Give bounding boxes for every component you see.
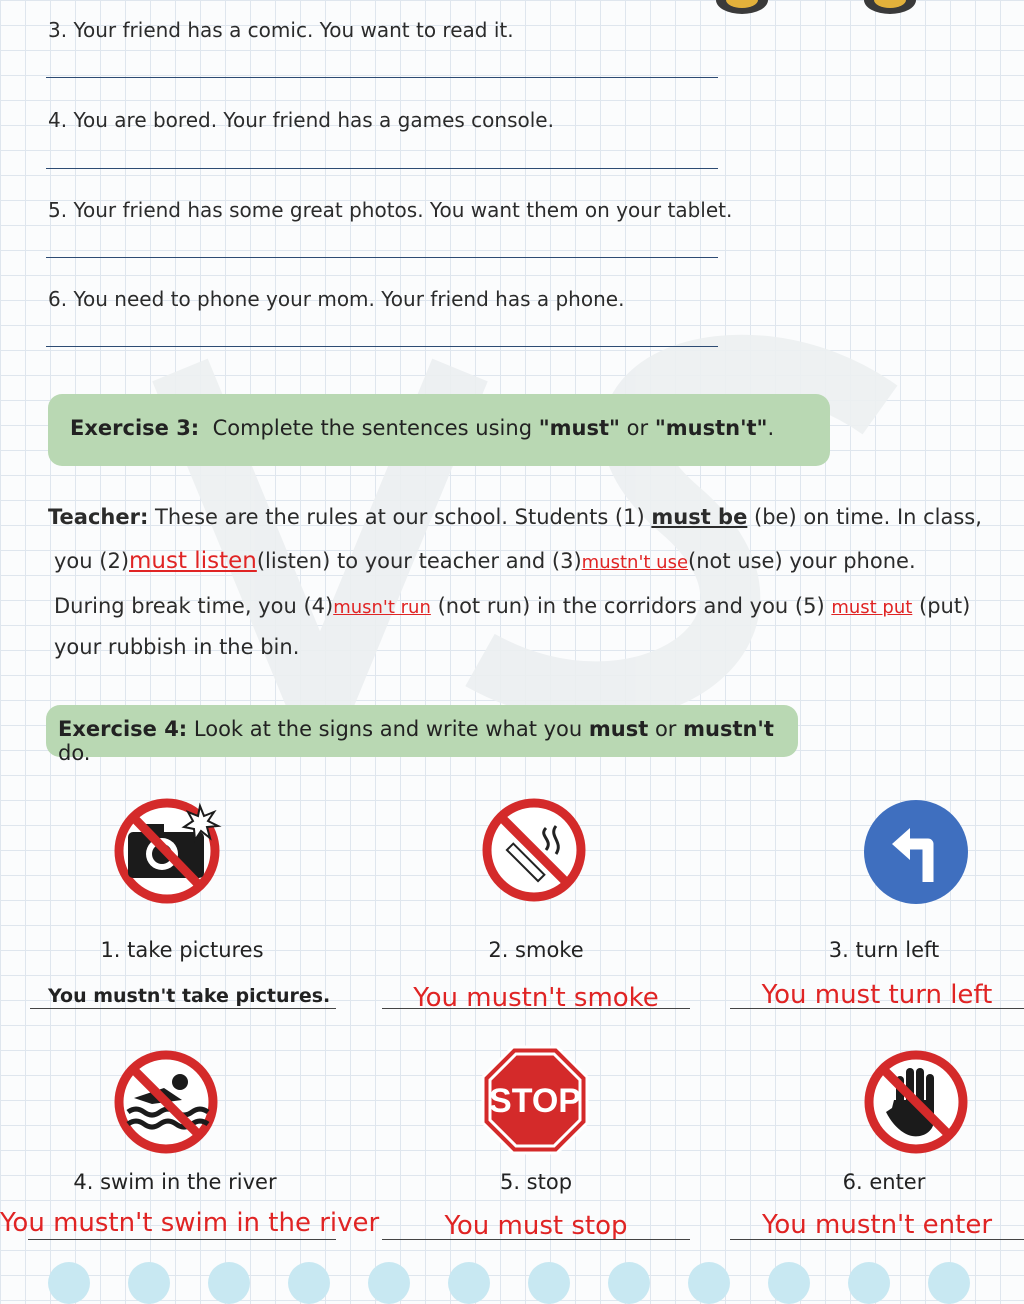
teacher-line-3: [54, 594, 970, 618]
sign-label-6: 6. enter: [842, 1170, 926, 1194]
connector-or: or: [619, 416, 655, 440]
teacher-line-2: [54, 548, 916, 574]
answer-line-5[interactable]: [46, 257, 718, 258]
answer-4[interactable]: musn't run: [333, 597, 431, 618]
partial-icon-left: [712, 0, 772, 16]
teacher-text: your rubbish in the bin.: [54, 635, 300, 659]
sign-label-2: 2. smoke: [488, 938, 584, 962]
question-6: 6. You need to phone your mom. Your friend has a phone.: [48, 287, 625, 311]
answer-3[interactable]: mustn't use: [581, 552, 689, 573]
sign-answer-3[interactable]: You must turn left: [761, 980, 993, 1010]
no-smoking-icon: [480, 796, 588, 904]
answer-1: must be: [651, 505, 748, 529]
connector-or: or: [648, 717, 684, 741]
sign-label-5: 5. stop: [499, 1170, 573, 1194]
keyword-mustnt: "mustn't": [654, 416, 768, 440]
teacher-text: During break time, you (4): [54, 594, 334, 618]
no-swimming-icon: [112, 1048, 220, 1156]
sign-answer-6[interactable]: You mustn't enter: [761, 1210, 993, 1240]
sign-label-1: 1. take pictures: [100, 938, 264, 962]
decorative-dot-border: [0, 1262, 1024, 1302]
answer-underline-5: [382, 1239, 690, 1240]
partial-icon-right: [860, 0, 920, 16]
stop-sign-icon: [480, 1044, 590, 1156]
sign-answer-2[interactable]: You mustn't smoke: [413, 983, 659, 1013]
sign-label-3: 3. turn left: [828, 938, 940, 962]
teacher-text: (not use) your phone.: [688, 549, 916, 573]
teacher-speaker: Teacher:: [48, 505, 149, 529]
teacher-line-4: [54, 635, 299, 659]
answer-5[interactable]: must put: [831, 597, 913, 618]
question-5: 5. Your friend has some great photos. You want them on your tablet.: [48, 198, 733, 222]
exercise-3-instruction: Complete the sentences using: [212, 416, 539, 440]
answer-line-3[interactable]: [46, 77, 718, 78]
sign-label-4: 4. swim in the river: [73, 1170, 277, 1194]
answer-underline-1: [30, 1008, 336, 1009]
no-camera-icon: [112, 796, 222, 906]
exercise-4-label: Exercise 4:: [58, 717, 188, 741]
answer-underline-2: [382, 1008, 690, 1009]
keyword-mustnt: mustn't: [683, 717, 774, 741]
teacher-text: you (2): [54, 549, 130, 573]
keyword-must: must: [588, 717, 649, 741]
teacher-text: (be) on time. In class,: [747, 505, 982, 529]
period: do.: [58, 741, 91, 765]
teacher-text: (listen) to your teacher and (3): [256, 549, 582, 573]
exercise-3-banner: [48, 394, 830, 466]
no-entry-hand-icon: [862, 1048, 970, 1156]
answer-line-6[interactable]: [46, 346, 718, 347]
question-3: 3. Your friend has a comic. You want to read it.: [48, 18, 514, 42]
answer-underline-6: [730, 1239, 1024, 1240]
answer-2[interactable]: must listen: [129, 548, 257, 574]
period: .: [767, 416, 775, 440]
exercise-4-banner: [46, 705, 798, 765]
sign-answer-4[interactable]: You mustn't swim in the river: [0, 1208, 380, 1238]
teacher-text: (put): [912, 594, 971, 618]
turn-left-icon: [862, 798, 970, 906]
stop-sign-text: STOP: [489, 1082, 581, 1120]
teacher-text: These are the rules at our school. Students (1): [155, 505, 652, 529]
teacher-line-1: [48, 505, 982, 529]
answer-line-4[interactable]: [46, 168, 718, 169]
sign-answer-5[interactable]: You must stop: [444, 1211, 628, 1241]
teacher-text: (not run) in the corridors and you (5): [430, 594, 832, 618]
answer-underline-3: [730, 1008, 1024, 1009]
sign-answer-1[interactable]: You mustn't take pictures.: [48, 985, 331, 1007]
answer-underline-4: [28, 1239, 336, 1240]
exercise-3-label: Exercise 3:: [70, 416, 200, 440]
watermark-logo: [120, 330, 940, 750]
exercise-4-instruction: Look at the signs and write what you: [193, 717, 589, 741]
question-4: 4. You are bored. Your friend has a games console.: [48, 108, 554, 132]
keyword-must: "must": [538, 416, 620, 440]
